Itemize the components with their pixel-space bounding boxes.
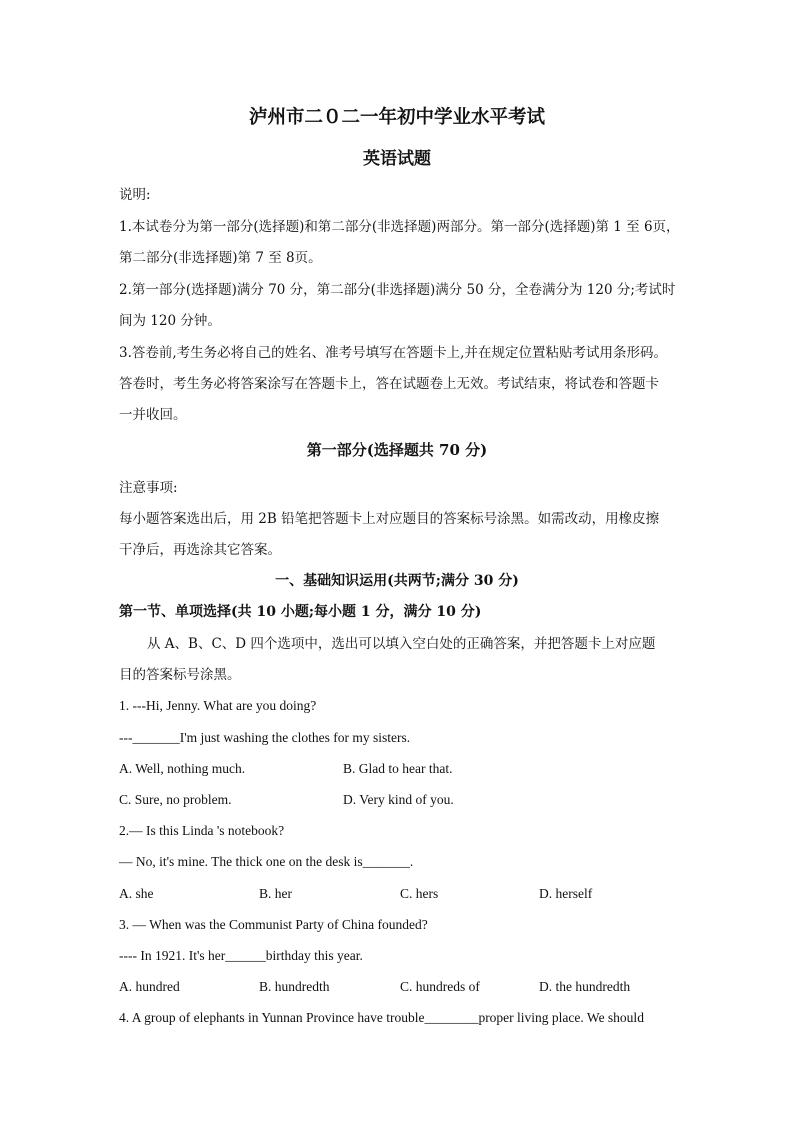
- question-1-response: ---_______I'm just washing the clothes for my sisters.: [119, 730, 411, 745]
- question-3-option-d: D. the hundredth: [539, 979, 631, 994]
- exam-subtitle: 英语试题: [363, 149, 431, 169]
- question-1-option-d: D. Very kind of you.: [343, 792, 454, 807]
- question-2-option-c: C. hers: [400, 886, 439, 901]
- directions-line: 目的答案标号涂黑。: [119, 667, 241, 683]
- instruction-line: 答卷时，考生务必将答案涂写在答题卡上，答在试题卷上无效。考试结束，将试卷和答题卡: [119, 376, 659, 392]
- question-1-option-c: C. Sure, no problem.: [119, 792, 232, 807]
- part1-heading: 第一部分(选择题共 70 分): [306, 441, 488, 459]
- subsection-heading: 第一节、单项选择(共 10 小题;每小题 1 分，满分 10 分): [119, 604, 482, 620]
- question-2-response: — No, it's mine. The thick one on the desk is_______.: [119, 854, 414, 869]
- question-4-prompt: 4. A group of elephants in Yunnan Province have trouble________proper living place. We should: [119, 1010, 644, 1025]
- instructions-label: 说明:: [119, 187, 151, 203]
- question-3-option-c: C. hundreds of: [400, 979, 480, 994]
- instruction-line: 3.答卷前,考生务必将自己的姓名、准考号填写在答题卡上,并在规定位置粘贴考试用条形码。: [119, 345, 667, 361]
- question-3-prompt: 3. — When was the Communist Party of China founded?: [119, 917, 428, 932]
- question-1-option-a: A. Well, nothing much.: [119, 761, 246, 776]
- question-2-option-d: D. herself: [539, 886, 593, 901]
- notes-line: 干净后，再选涂其它答案。: [119, 542, 281, 558]
- notes-label: 注意事项:: [119, 480, 178, 496]
- notes-line: 每小题答案选出后，用 2B 铅笔把答题卡上对应题目的答案标号涂黑。如需改动，用橡皮擦: [119, 511, 660, 527]
- question-1-option-b: B. Glad to hear that.: [343, 761, 453, 776]
- instruction-line: 1.本试卷分为第一部分(选择题)和第二部分(非选择题)两部分。第一部分(选择题)第 1 至 6页，: [119, 219, 680, 235]
- instruction-line: 一并收回。: [119, 407, 187, 423]
- directions-line: 从 A、B、C、D 四个选项中，选出可以填入空白处的正确答案，并把答题卡上对应题: [147, 636, 656, 652]
- question-3-option-b: B. hundredth: [259, 979, 330, 994]
- section-heading: 一、基础知识运用(共两节;满分 30 分): [275, 573, 519, 589]
- question-2-option-a: A. she: [119, 886, 154, 901]
- question-2-option-b: B. her: [259, 886, 292, 901]
- exam-title: 泸州市二０二一年初中学业水平考试: [248, 107, 545, 128]
- question-3-option-a: A. hundred: [119, 979, 180, 994]
- question-2-prompt: 2.— Is this Linda 's notebook?: [119, 823, 285, 838]
- instruction-line: 间为 120 分钟。: [119, 313, 221, 329]
- question-1-prompt: 1. ---Hi, Jenny. What are you doing?: [119, 698, 317, 713]
- question-3-response: ---- In 1921. It's her______birthday this year.: [119, 948, 363, 963]
- instruction-line: 第二部分(非选择题)第 7 至 8页。: [119, 250, 322, 266]
- instruction-line: 2.第一部分(选择题)满分 70 分，第二部分(非选择题)满分 50 分，全卷满分为 120 分;考试时: [119, 282, 676, 298]
